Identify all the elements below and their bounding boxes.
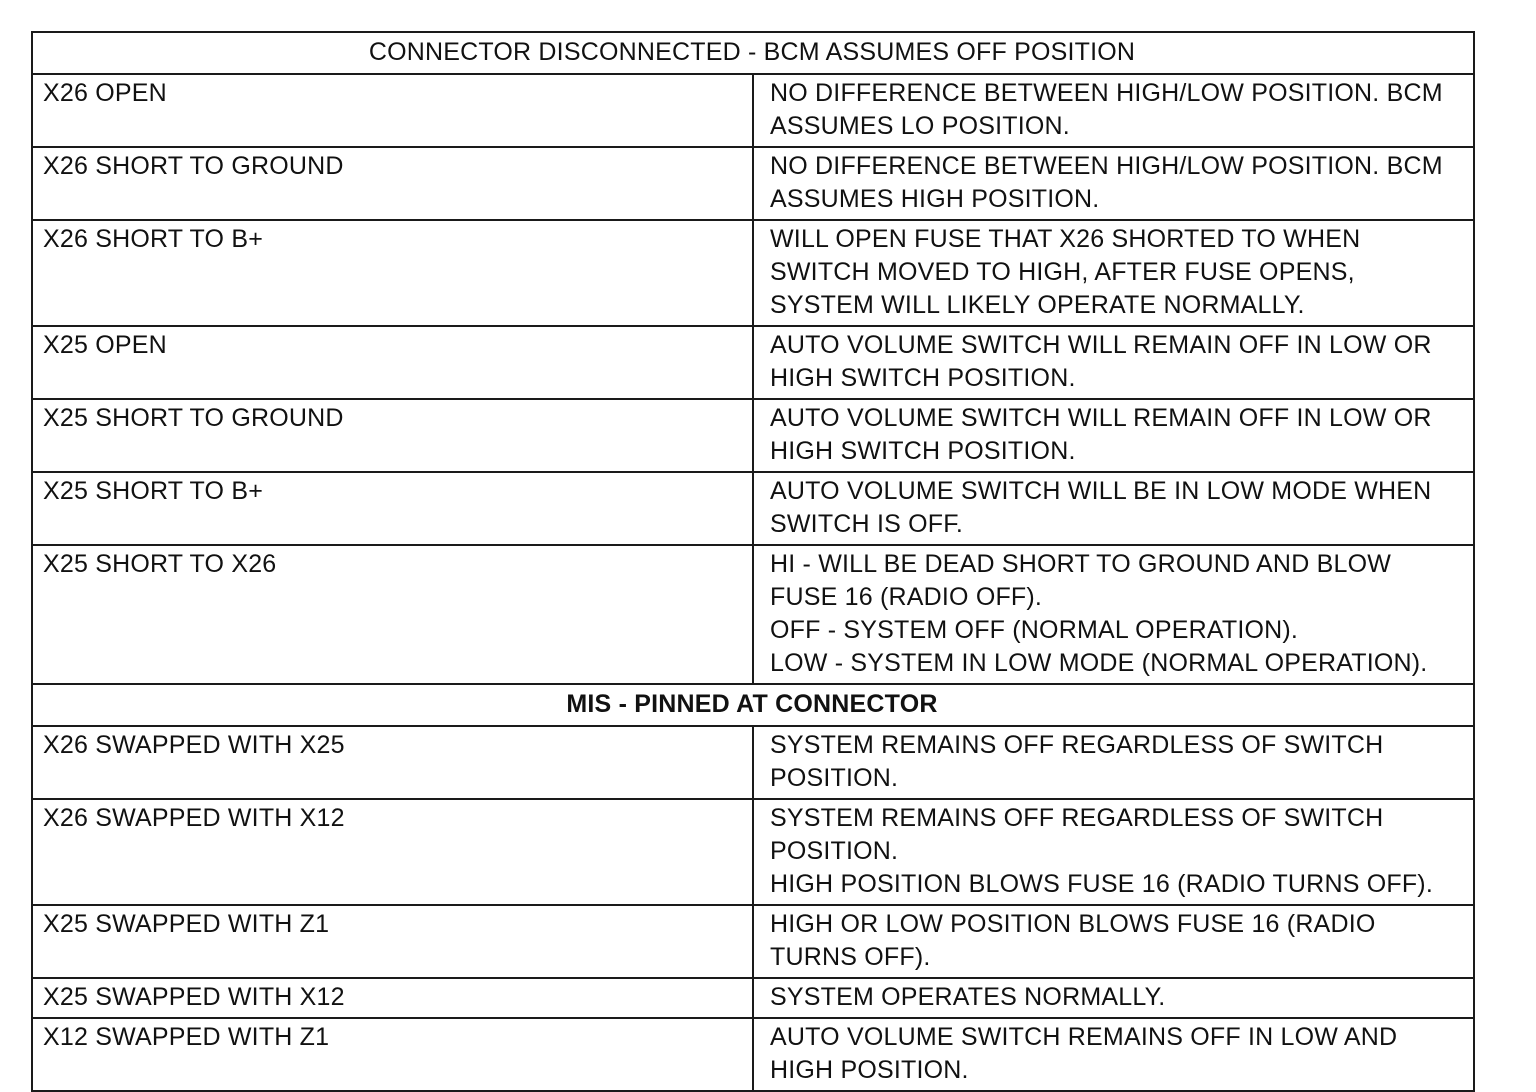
fault-condition-cell: X12 SWAPPED WITH Z1 <box>32 1018 753 1091</box>
table-row <box>32 220 1474 326</box>
table-row <box>32 726 1474 799</box>
fault-result-cell: SYSTEM REMAINS OFF REGARDLESS OF SWITCH POSITION. HIGH POSITION BLOWS FUSE 16 (RADIO TURNS OFF). <box>753 799 1474 905</box>
fault-result-cell: AUTO VOLUME SWITCH REMAINS OFF IN LOW AND HIGH POSITION. <box>753 1018 1474 1091</box>
fault-result-cell: NO DIFFERENCE BETWEEN HIGH/LOW POSITION. BCM ASSUMES HIGH POSITION. <box>753 147 1474 220</box>
fault-result-cell: HI - WILL BE DEAD SHORT TO GROUND AND BLOW FUSE 16 (RADIO OFF). OFF - SYSTEM OFF (NORMAL OPERATION). LOW - SYSTEM IN LOW MODE (NORMAL OPERATION). <box>753 545 1474 684</box>
fault-result-cell: NO DIFFERENCE BETWEEN HIGH/LOW POSITION. BCM ASSUMES LO POSITION. <box>753 74 1474 147</box>
table-row <box>32 799 1474 905</box>
fault-condition-cell: X25 OPEN <box>32 326 753 399</box>
fault-condition-cell: X25 SWAPPED WITH Z1 <box>32 905 753 978</box>
fault-condition-cell: X25 SWAPPED WITH X12 <box>32 978 753 1018</box>
fault-result-cell: WILL OPEN FUSE THAT X26 SHORTED TO WHEN SWITCH MOVED TO HIGH, AFTER FUSE OPENS, SYSTEM WILL LIKELY OPERATE NORMALLY. <box>753 220 1474 326</box>
table-row <box>32 326 1474 399</box>
section-heading: CONNECTOR DISCONNECTED - BCM ASSUMES OFF POSITION <box>32 32 1474 74</box>
fault-result-cell: HIGH OR LOW POSITION BLOWS FUSE 16 (RADIO TURNS OFF). <box>753 905 1474 978</box>
fault-result-cell: SYSTEM OPERATES NORMALLY. <box>753 978 1474 1018</box>
table-row <box>32 545 1474 684</box>
fault-result-cell: AUTO VOLUME SWITCH WILL REMAIN OFF IN LOW OR HIGH SWITCH POSITION. <box>753 326 1474 399</box>
fault-condition-cell: X26 SHORT TO B+ <box>32 220 753 326</box>
fault-condition-cell: X26 OPEN <box>32 74 753 147</box>
section-header-row <box>32 684 1474 726</box>
table-row <box>32 472 1474 545</box>
table-row <box>32 74 1474 147</box>
fault-condition-cell: X26 SWAPPED WITH X12 <box>32 799 753 905</box>
section-heading: MIS - PINNED AT CONNECTOR <box>32 684 1474 726</box>
fault-result-cell: SYSTEM REMAINS OFF REGARDLESS OF SWITCH POSITION. <box>753 726 1474 799</box>
fault-condition-cell: X26 SWAPPED WITH X25 <box>32 726 753 799</box>
fault-condition-cell: X26 SHORT TO GROUND <box>32 147 753 220</box>
table-row <box>32 978 1474 1018</box>
table-row <box>32 147 1474 220</box>
table-row <box>32 399 1474 472</box>
fault-result-cell: AUTO VOLUME SWITCH WILL REMAIN OFF IN LOW OR HIGH SWITCH POSITION. <box>753 399 1474 472</box>
table-row <box>32 905 1474 978</box>
section-header-row <box>32 32 1474 74</box>
fault-condition-cell: X25 SHORT TO X26 <box>32 545 753 684</box>
diagnostic-table-body <box>32 32 1474 1091</box>
fault-condition-cell: X25 SHORT TO GROUND <box>32 399 753 472</box>
diagnostic-table <box>31 31 1475 1092</box>
fault-result-cell: AUTO VOLUME SWITCH WILL BE IN LOW MODE WHEN SWITCH IS OFF. <box>753 472 1474 545</box>
fault-condition-cell: X25 SHORT TO B+ <box>32 472 753 545</box>
table-row <box>32 1018 1474 1091</box>
